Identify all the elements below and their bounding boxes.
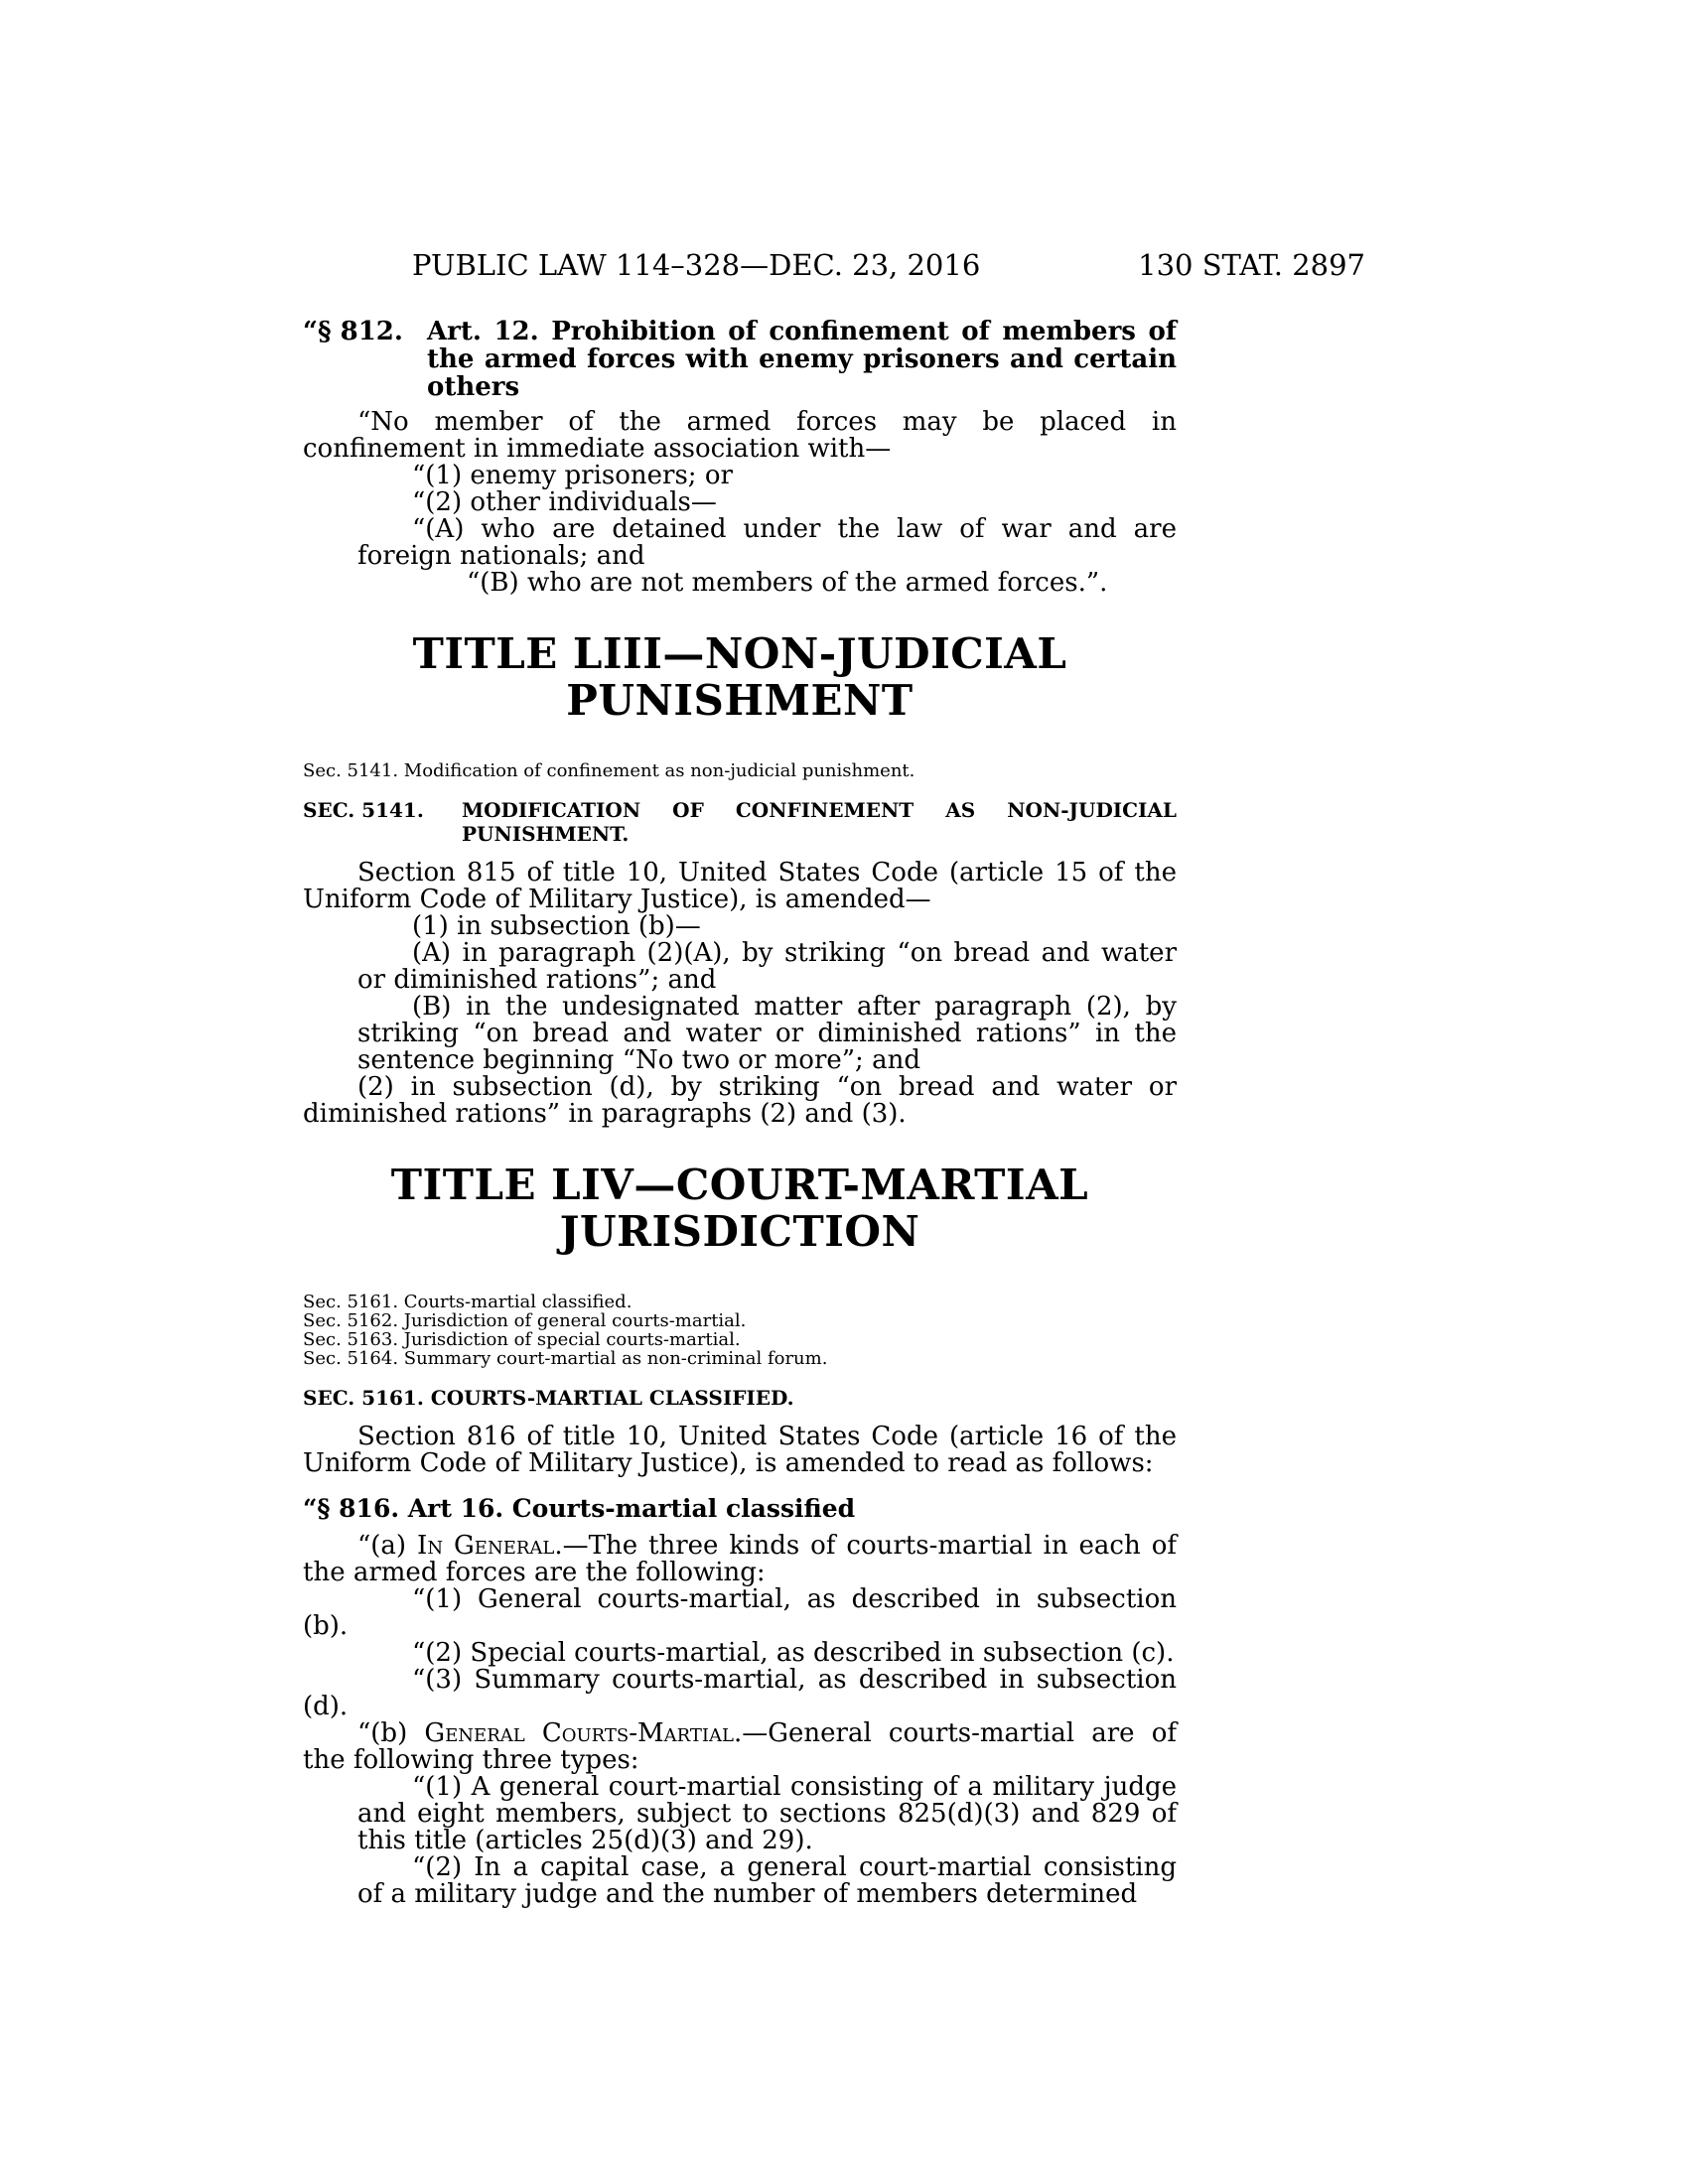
toc-entry: Sec. 5161. Courts-martial classified.: [303, 1292, 633, 1312]
subsection-a-para-1: “(1) General courts-martial, as described in subsection (b).: [303, 1584, 1177, 1641]
title-53-line-1: TITLE LIII—NON-JUDICIAL: [412, 629, 1067, 678]
section-812-heading: [303, 318, 1177, 401]
article-16-heading: “§ 816. Art 16. Courts-martial classified: [303, 1494, 856, 1523]
section-5141-para-1: (1) in subsection (b)—: [412, 911, 701, 941]
title-54-line-2: JURISDICTION: [559, 1207, 920, 1256]
subsection-a-para-3: “(3) Summary courts-martial, as described in subsection (d).: [303, 1665, 1177, 1721]
section-812-number: “§ 812.: [303, 317, 403, 346]
toc-entry: Sec. 5162. Jurisdiction of general courts-martial.: [303, 1310, 747, 1331]
running-head-law: PUBLIC LAW 114–328—DEC. 23, 2016: [412, 248, 981, 282]
section-5141-heading: [303, 798, 1177, 846]
subsection-b-text: .—General courts-martial are of the following three types:: [303, 1718, 1177, 1775]
title-54-toc: [303, 1293, 1177, 1368]
subsection-b-para-2: “(2) In a capital case, a general court-martial consisting of a military judge and the number of members determined: [357, 1852, 1177, 1909]
section-5161-intro: Section 816 of title 10, United States Code (article 16 of the Uniform Code of Military Justice), is amended to read as follows:: [303, 1422, 1177, 1478]
title-53-line-2: PUNISHMENT: [566, 676, 914, 725]
subsection-b-caption: General Courts-Martial: [424, 1718, 734, 1748]
title-53-heading: [303, 630, 1177, 724]
toc-entry: Sec. 5163. Jurisdiction of special courts-martial.: [303, 1329, 741, 1350]
body-column: [303, 318, 1177, 1908]
section-812-para-2: “(2) other individuals—: [412, 487, 717, 517]
section-5141-intro: Section 815 of title 10, United States Code (article 15 of the Uniform Code of Military Justice), is amended—: [303, 858, 1177, 914]
section-812-para-B: “(B) who are not members of the armed forces.”.: [467, 568, 1108, 598]
section-5141-para-A: (A) in paragraph (2)(A), by striking “on bread and water or diminished rations”; and: [357, 938, 1177, 995]
section-812-intro: “No member of the armed forces may be placed in confinement in immediate association with—: [303, 407, 1177, 464]
section-812-para-1: “(1) enemy prisoners; or: [412, 461, 733, 490]
section-812-title: Art. 12. Prohibition of confinement of members of the armed forces with enemy prisoners and certain others: [427, 317, 1177, 402]
title-54-line-1: TITLE LIV—COURT-MARTIAL: [390, 1160, 1089, 1209]
section-5141-number: SEC. 5141.: [303, 798, 424, 822]
toc-entry: Sec. 5164. Summary court-martial as non-criminal forum.: [303, 1348, 828, 1369]
subsection-a-para-2: “(2) Special courts-martial, as described in subsection (c).: [412, 1638, 1175, 1668]
subsection-a: [303, 1533, 1177, 1586]
toc-entry: Sec. 5141. Modification of confinement as non-judicial punishment.: [303, 760, 915, 781]
section-5141-title: MODIFICATION OF CONFINEMENT AS NON-JUDICIAL PUNISHMENT.: [462, 798, 1177, 846]
subsection-b: [303, 1720, 1177, 1774]
subsection-b-prefix: “(b): [357, 1718, 425, 1748]
subsection-a-prefix: “(a): [357, 1531, 418, 1561]
running-head-stat-page: 130 STAT. 2897: [1138, 248, 1365, 282]
section-5141-para-2: (2) in subsection (d), by striking “on bread and water or diminished rations” in paragraphs (2) and (3).: [303, 1072, 1177, 1129]
section-5161-heading: SEC. 5161. COURTS-MARTIAL CLASSIFIED.: [303, 1386, 794, 1410]
subsection-b-para-1: “(1) A general court-martial consisting of a military judge and eight members, subject to sections 825(d)(3) and 829 of this title (articles 25(d)(3) and 29).: [357, 1772, 1177, 1855]
section-5141-para-B: (B) in the undesignated matter after paragraph (2), by striking “on bread and water or diminished rations” in the sentence beginning “No two or more”; and: [357, 992, 1177, 1075]
section-812-para-A: “(A) who are detained under the law of war and are foreign nationals; and: [357, 514, 1177, 571]
subsection-a-caption: In General: [417, 1531, 555, 1561]
title-54-heading: [303, 1161, 1177, 1255]
title-53-toc: [303, 761, 1177, 780]
subsection-a-text: .—The three kinds of courts-martial in each of the armed forces are the following:: [303, 1531, 1177, 1587]
